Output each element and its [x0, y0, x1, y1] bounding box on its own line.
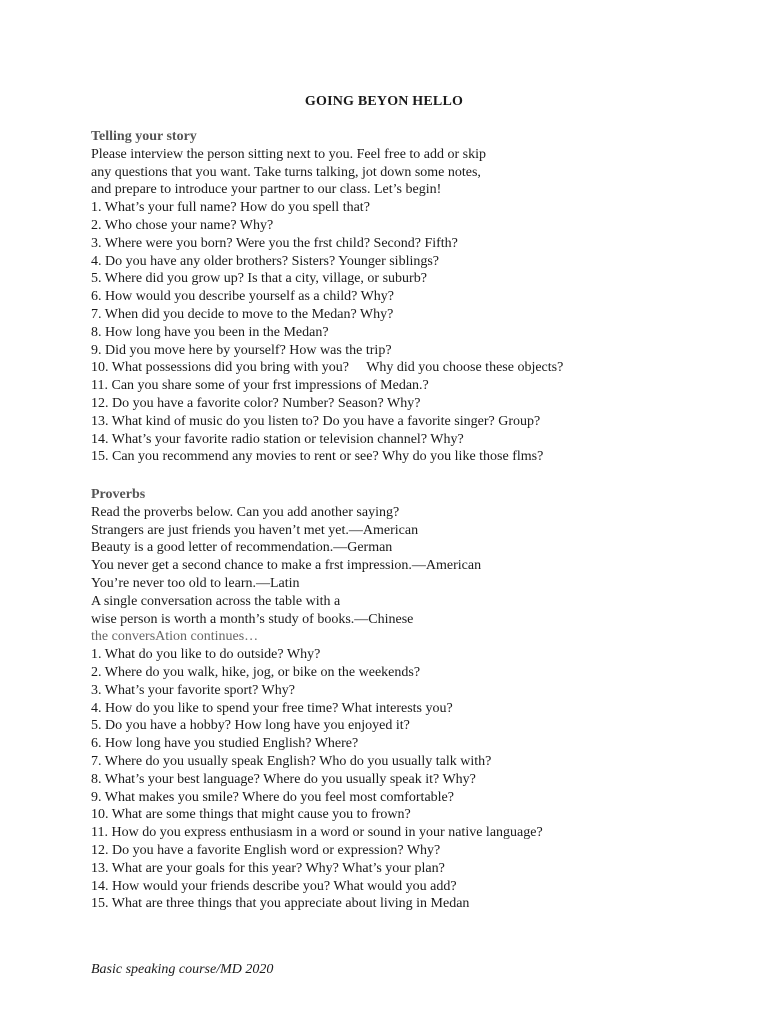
proverb-line: Strangers are just friends you haven’t met yet.—American	[91, 522, 419, 538]
proverb-line: Read the proverbs below. Can you add another saying?	[91, 504, 400, 520]
question-item: 5. Where did you grow up? Is that a city, village, or suburb?	[91, 271, 427, 287]
question-item: 7. When did you decide to move to the Medan? Why?	[91, 306, 394, 322]
question-item: 1. What’s your full name? How do you spell that?	[91, 200, 370, 216]
question-item: 3. What’s your favorite sport? Why?	[91, 682, 295, 698]
proverb-line: You’re never too old to learn.—Latin	[91, 575, 300, 591]
question-item: 14. What’s your favorite radio station or television channel? Why?	[91, 431, 464, 447]
question-item: 13. What are your goals for this year? Why? What’s your plan?	[91, 860, 445, 876]
subsection-heading: the conversAtion continues…	[91, 629, 259, 645]
proverb-line: You never get a second chance to make a frst impression.—American	[91, 558, 482, 574]
intro-line: any questions that you want. Take turns talking, jot down some notes,	[91, 164, 481, 180]
page-footer: Basic speaking course/MD 2020	[91, 962, 274, 977]
proverb-line: Beauty is a good letter of recommendation.—German	[91, 540, 393, 556]
section-heading: Telling your story	[91, 129, 197, 144]
question-item: 13. What kind of music do you listen to? Do you have a favorite singer? Group?	[91, 413, 541, 429]
question-item: 8. How long have you been in the Medan?	[91, 324, 329, 340]
section-telling-your-story	[91, 128, 691, 466]
question-item: 2. Who chose your name? Why?	[91, 217, 274, 233]
question-item: 15. Can you recommend any movies to rent or see? Why do you like those flms?	[91, 449, 544, 465]
question-item: 11. Can you share some of your frst impressions of Medan.?	[91, 378, 429, 394]
question-item: 5. Do you have a hobby? How long have you enjoyed it?	[91, 718, 410, 734]
question-item: 6. How long have you studied English? Where?	[91, 736, 359, 752]
question-item: 10. What are some things that might cause you to frown?	[91, 807, 411, 823]
question-item: 1. What do you like to do outside? Why?	[91, 647, 321, 663]
question-item: 4. Do you have any older brothers? Sisters? Younger siblings?	[91, 253, 440, 269]
question-item: 8. What’s your best language? Where do you usually speak it? Why?	[91, 771, 476, 787]
question-item: 2. Where do you walk, hike, jog, or bike on the weekends?	[91, 664, 421, 680]
question-item: 10. What possessions did you bring with you? Why did you choose these objects?	[91, 360, 564, 376]
question-item: 12. Do you have a favorite color? Number? Season? Why?	[91, 395, 421, 411]
question-item: 4. How do you like to spend your free time? What interests you?	[91, 700, 453, 716]
proverb-line: A single conversation across the table with a	[91, 593, 341, 609]
question-item: 9. What makes you smile? Where do you feel most comfortable?	[91, 789, 454, 805]
proverb-line: wise person is worth a month’s study of books.—Chinese	[91, 611, 414, 627]
intro-line: Please interview the person sitting next to you. Feel free to add or skip	[91, 146, 487, 162]
question-item: 15. What are three things that you appreciate about living in Medan	[91, 896, 470, 912]
question-item: 12. Do you have a favorite English word or expression? Why?	[91, 842, 441, 858]
question-item: 6. How would you describe yourself as a child? Why?	[91, 289, 394, 305]
page-title: GOING BEYON HELLO	[304, 94, 464, 109]
question-item: 7. Where do you usually speak English? Who do you usually talk with?	[91, 753, 492, 769]
question-item: 11. How do you express enthusiasm in a word or sound in your native language?	[91, 825, 543, 841]
question-item: 3. Where were you born? Were you the frst child? Second? Fifth?	[91, 235, 458, 251]
section-heading: Proverbs	[91, 487, 146, 502]
section-proverbs	[91, 486, 691, 913]
question-item: 14. How would your friends describe you? What would you add?	[91, 878, 457, 894]
question-item: 9. Did you move here by yourself? How was the trip?	[91, 342, 392, 358]
intro-line: and prepare to introduce your partner to our class. Let’s begin!	[91, 182, 442, 198]
